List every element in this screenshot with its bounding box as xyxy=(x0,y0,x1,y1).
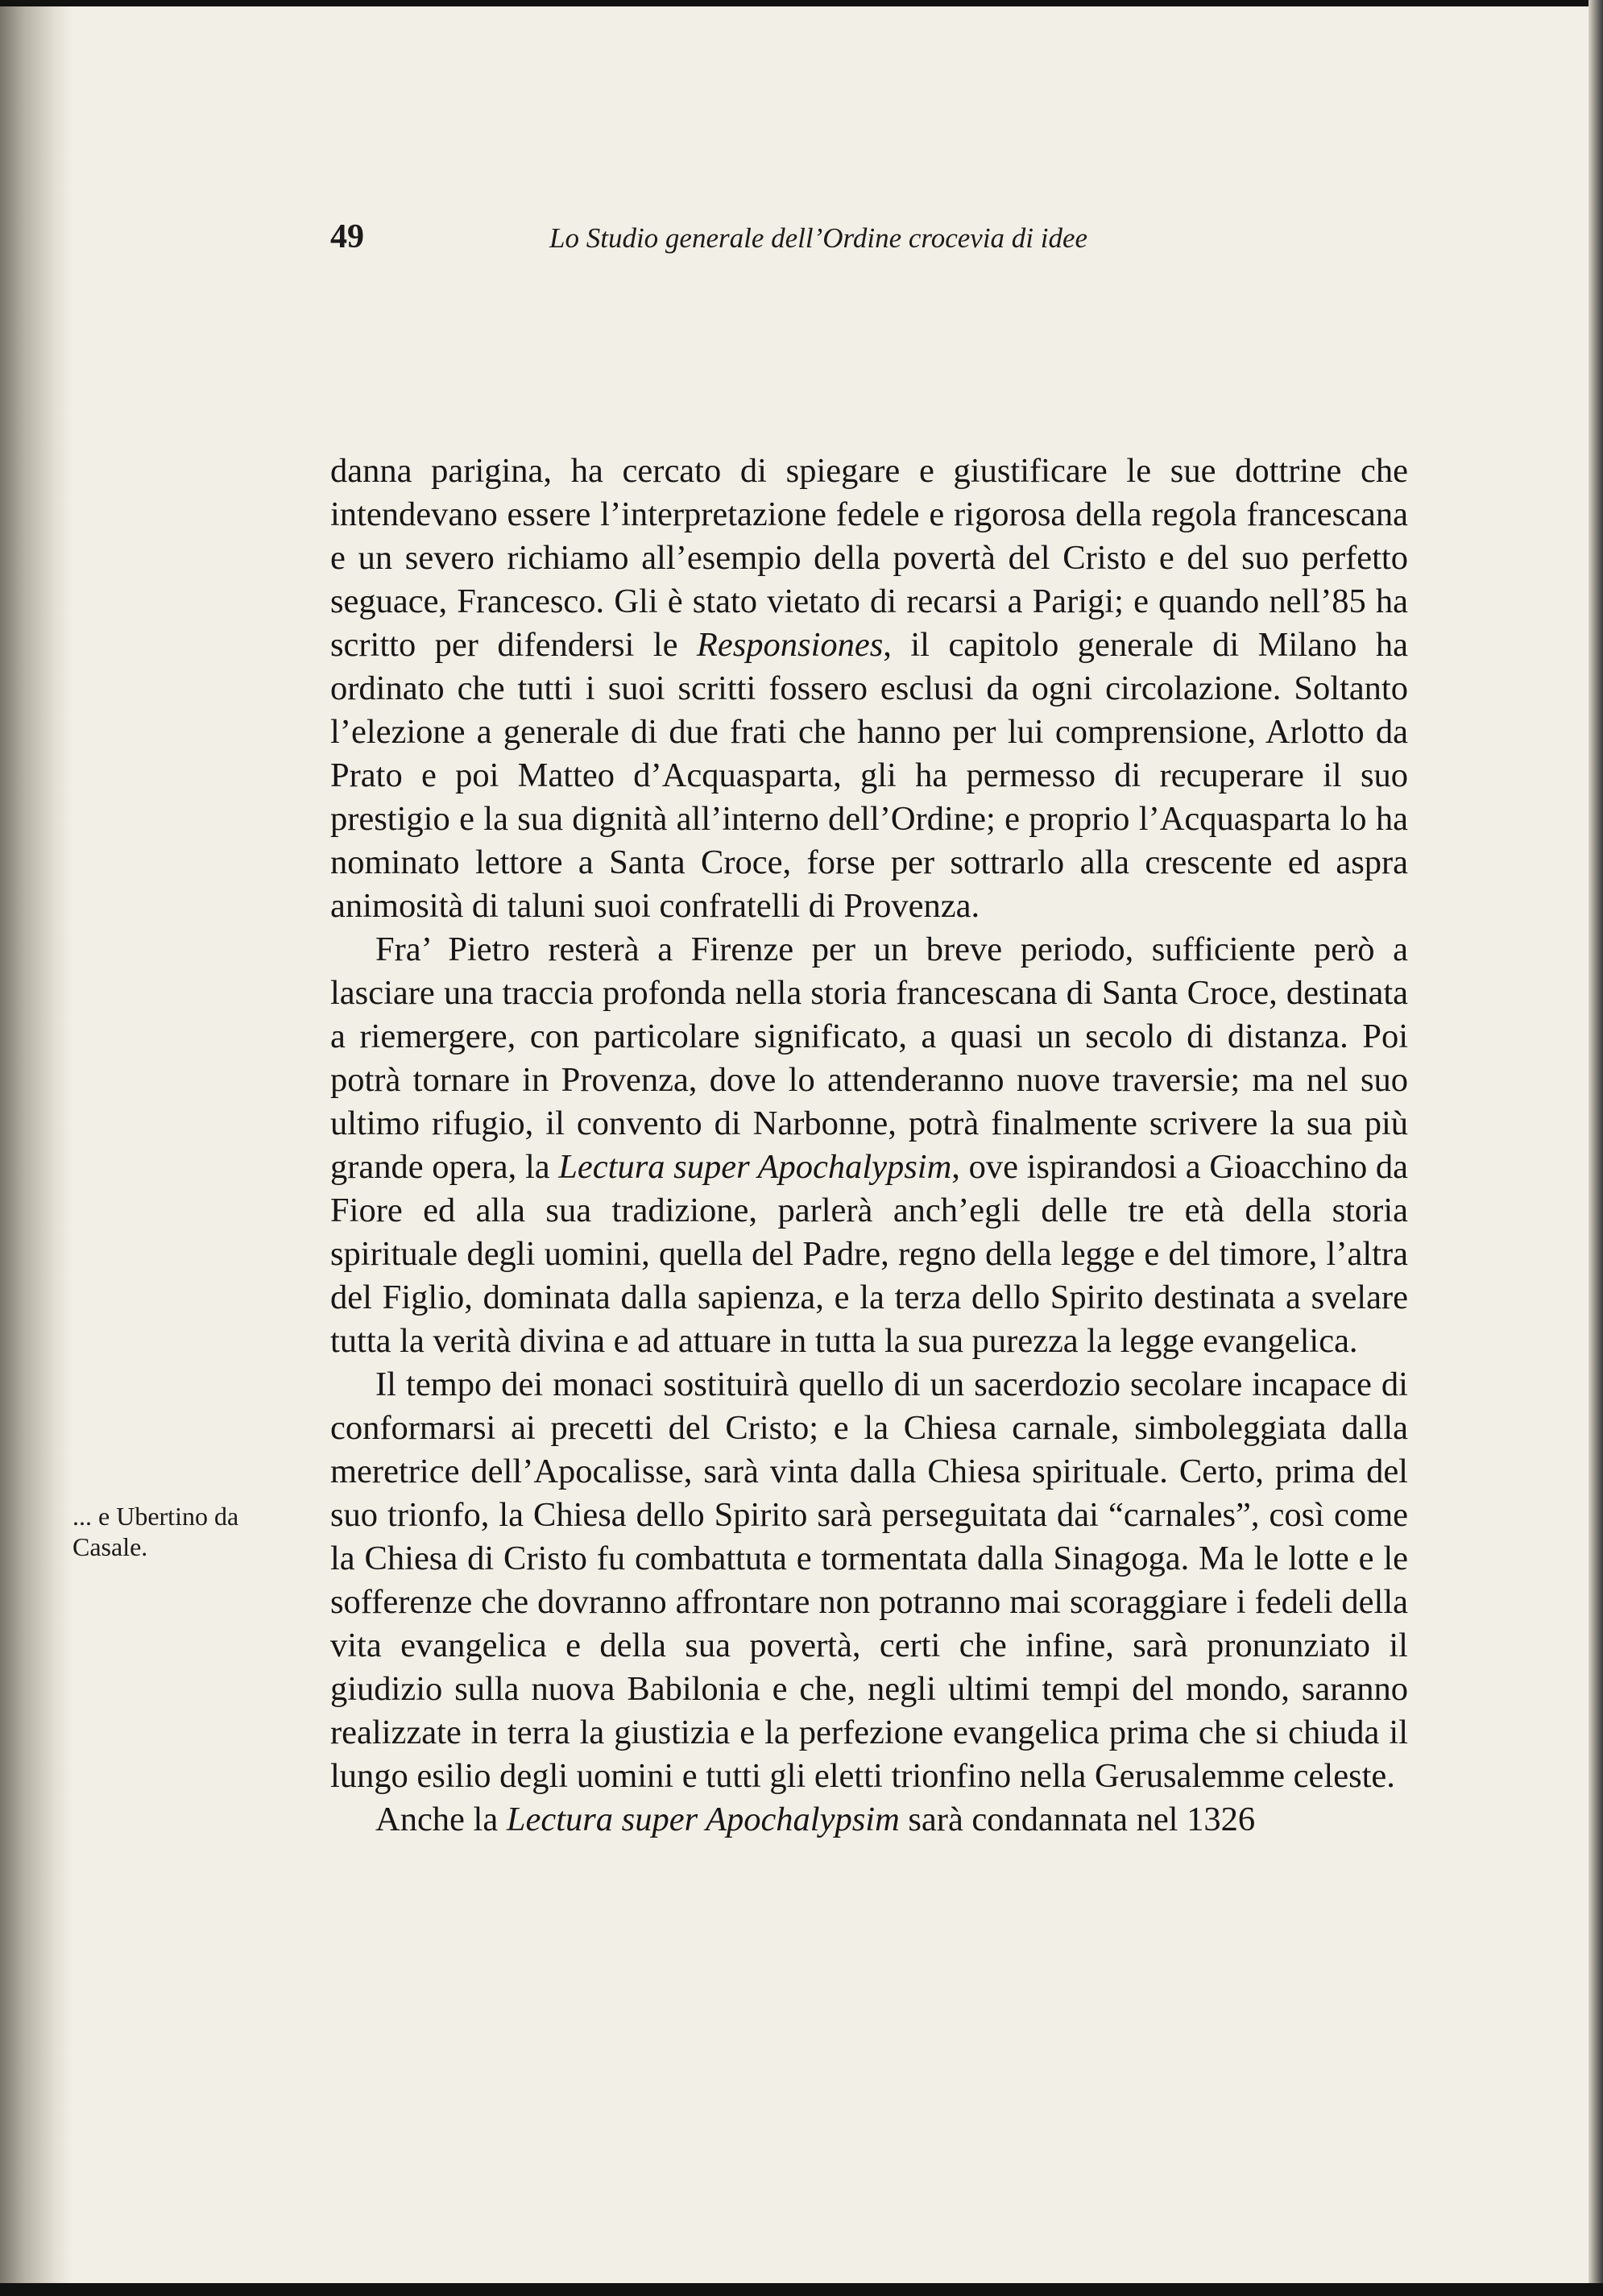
italic-title: Lectura super Apochalypsim xyxy=(558,1148,952,1186)
text-segment: Il tempo dei monaci sostituirà quello di un sacerdozio secolare incapace di conformarsi ai precetti del Cristo; e la Chiesa carnale, simboleggiata dalla meretrice dell’Apocalisse, sarà vinta dalla Chiesa spirituale. Certo, prima del suo trionfo, la Chiesa dello Spirito sarà perseguitata dai “carnales”, così come la Chiesa di Cristo fu combattuta e tormentata dalla Sinagoga. Ma le lotte e le sofferenze che dovranno affrontare non potranno mai scoraggiare i fedeli della vita evangelica e della sua povertà, certi che infine, sarà pronunziato il giudizio sulla nuova Babilonia e che, negli ultimi tempi del mondo, saranno realizzate in terra la giustizia e la perfezione evangelica prima che si chiuda il lungo esilio degli uomini e tutti gli eletti trionfino nella Gerusalemme celeste. xyxy=(330,1366,1408,1795)
right-edge xyxy=(1589,0,1603,2296)
paragraph xyxy=(330,1798,1408,1842)
running-title: Lo Studio generale dell’Ordine crocevia di idee xyxy=(549,222,1088,254)
margin-note: ... e Ubertino da Casale. xyxy=(72,1502,239,1561)
paragraph xyxy=(330,450,1408,928)
italic-title: Lectura super Apochalypsim xyxy=(506,1801,900,1838)
bottom-edge xyxy=(0,2283,1603,2296)
text-segment: sarà condannata nel 1326 xyxy=(899,1801,1256,1838)
italic-title: Responsiones xyxy=(696,626,884,664)
running-header xyxy=(330,218,1418,266)
top-edge xyxy=(0,0,1603,6)
page-number: 49 xyxy=(330,218,364,255)
text-segment: Anche la xyxy=(375,1801,507,1838)
text-segment: Fra’ Pietro resterà a Firenze per un breve periodo, sufficiente però a lasciare una traccia profonda nella storia francescana di Santa Croce, destinata a riemergere, con particolare significato, a quasi un secolo di distanza. Poi potrà tornare in Provenza, dove lo attenderanno nuove traversie; ma nel suo ultimo rifugio, il convento di Narbonne, potrà finalmente scrivere la sua più grande opera, la xyxy=(330,930,1408,1186)
book-spine-shadow xyxy=(0,0,72,2296)
paragraph xyxy=(330,928,1408,1363)
body-text xyxy=(330,450,1408,1842)
paragraph xyxy=(330,1363,1408,1798)
text-segment: , il capitolo generale di Milano ha ordinato che tutti i suoi scritti fossero esclusi da ogni circolazione. Soltanto l’elezione a generale di due frati che hanno per lui comprensione, Arlotto da Prato e poi Matteo d’Acquasparta, gli ha permesso di recuperare il suo prestigio e la sua dignità all’interno dell’Ordine; e proprio l’Acquasparta lo ha nominato lettore a Santa Croce, forse per sottrarlo alla crescente ed aspra animosità di taluni suoi confratelli di Provenza. xyxy=(330,626,1409,925)
text-segment: , ove ispirandosi a Gioacchino da Fiore ed alla sua tradizione, parlerà anch’egli delle tre età della storia spirituale degli uomini, quella del Padre, regno della legge e del timore, l’altra del Figlio, dominata dalla sapienza, e la terza dello Spirito destinata a svelare tutta la verità divina e ad attuare in tutta la sua purezza la legge evangelica. xyxy=(330,1148,1408,1360)
text-segment: danna parigina, ha cercato di spiegare e giustificare le sue dottrine che intendevano essere l’interpretazione fedele e rigorosa della regola francescana e un severo richiamo all’esempio della povertà del Cristo e del suo perfetto seguace, Francesco. Gli è stato vietato di recarsi a Parigi; e quando nell’85 ha scritto per difendersi le xyxy=(330,452,1408,664)
